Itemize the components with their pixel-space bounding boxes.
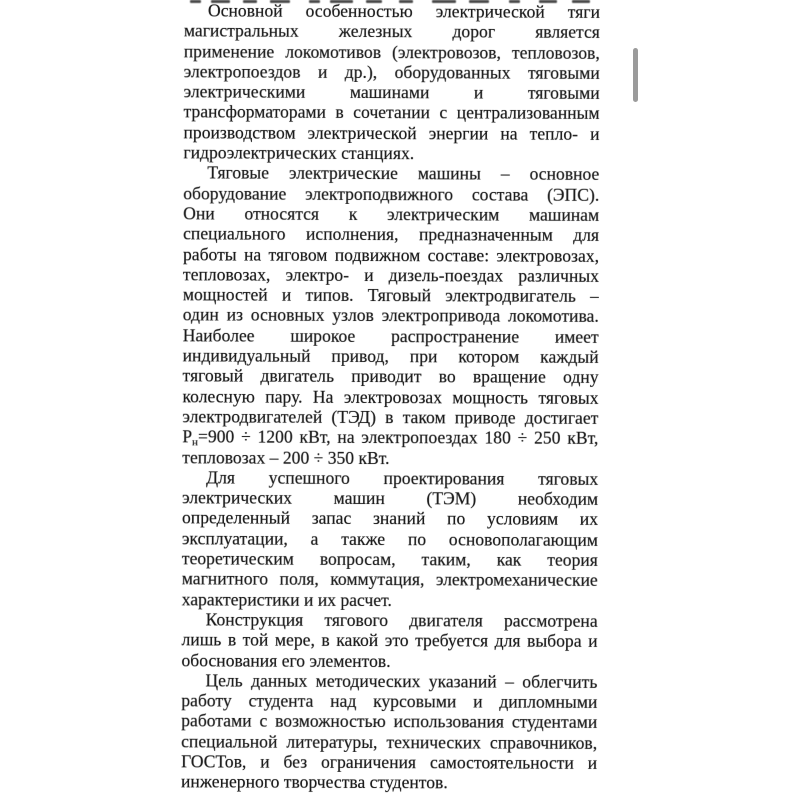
text-line: гидроэлектрических станциях. [183,142,415,164]
text-line: мощностей и типов. Тяговый электродвигатель – [182,284,599,307]
text-line: применение локомотивов (электровозов, тепловозов, [183,40,600,63]
text-line: определенный запас знаний по условиям их [181,507,599,530]
text-line: Тяговые электрические машины – основное [207,162,600,185]
text-line: тепловозах – 200 ÷ 350 кВт. [182,446,390,468]
text-line: оборудование электроподвижного состава (ЭПС). [183,182,600,205]
text-line: производством электрической энергии на тепло- и [183,122,600,144]
text-line: электрическими машинами и тяговыми [183,81,600,104]
text-line: работы на тяговом подвижном составе: электровозах, [182,243,600,266]
text-line: специального исполнения, предназначенным для [183,223,600,246]
paragraph [182,467,599,611]
text-segment: =900 ÷ 1200 кВт, на электропоездах 180 ÷ 250 кВт, [197,426,599,449]
text-line: теоретическим вопросам, таким, как теория [181,548,598,570]
text-line: электропоездов и др.), оборудованных тяговыми [183,61,600,83]
text-line: характеристики и их расчет. [181,588,392,610]
text-line: ГОСТов, и без ограничения самостоятельности и [181,751,598,773]
paragraph [182,163,599,469]
text-line: магистральных железных дорог является [183,20,600,43]
text-line: тепловозах, электро- и дизель-поездах различных [182,264,599,286]
text-line: Наиболее широкое распространение имеет [182,325,599,347]
text-line: обоснования его элементов. [181,649,391,671]
text-line: Они относятся к электрическим машинам [183,203,600,225]
text-line: тяговый двигатель приводит во вращение одну [182,365,599,388]
text-line: работами с возможностью использования студентами [181,710,598,733]
text-line: Цель данных методических указаний – облегчить [205,670,598,692]
subscript: н [192,436,198,449]
text-line: электрических машин (ТЭМ) необходим [182,487,599,510]
text-line: один из основных узлов электропривода локомотива. [182,304,599,327]
text-line: специальной литературы, технических справочников, [181,730,598,753]
text-line: лишь в той мере, в какой это требуется для выбора и [181,629,598,652]
paragraph [183,0,600,164]
text-line: Конструкция тягового двигателя рассмотрена [205,609,598,631]
text-line: Основной особенностью электрической тяги [207,0,600,22]
text-line: трансформаторами в сочетании с централизованным [183,101,600,124]
text-line: колесную пару. На электровозах мощность тяговых [182,385,599,408]
text-line: эксплуатации, а также по основополагающим [181,528,598,550]
text-line [182,427,598,449]
paragraph [181,609,597,671]
text-segment: Р [182,426,193,447]
text-line: работу студента над курсовыми и дипломными [181,690,598,712]
text-line: электродвигателей (ТЭД) в таком приводе достигает [182,406,599,428]
text-line: индивидуальный привод, при котором каждый [182,345,599,367]
text-line: магнитного поля, коммутация, электромеханические [181,568,598,591]
scrollbar-thumb[interactable] [633,48,638,102]
page-text [181,0,600,793]
text-line: инженерного творчества студентов. [180,771,448,793]
paragraph [181,670,597,793]
text-line: Для успешного проектирования тяговых [206,467,599,489]
